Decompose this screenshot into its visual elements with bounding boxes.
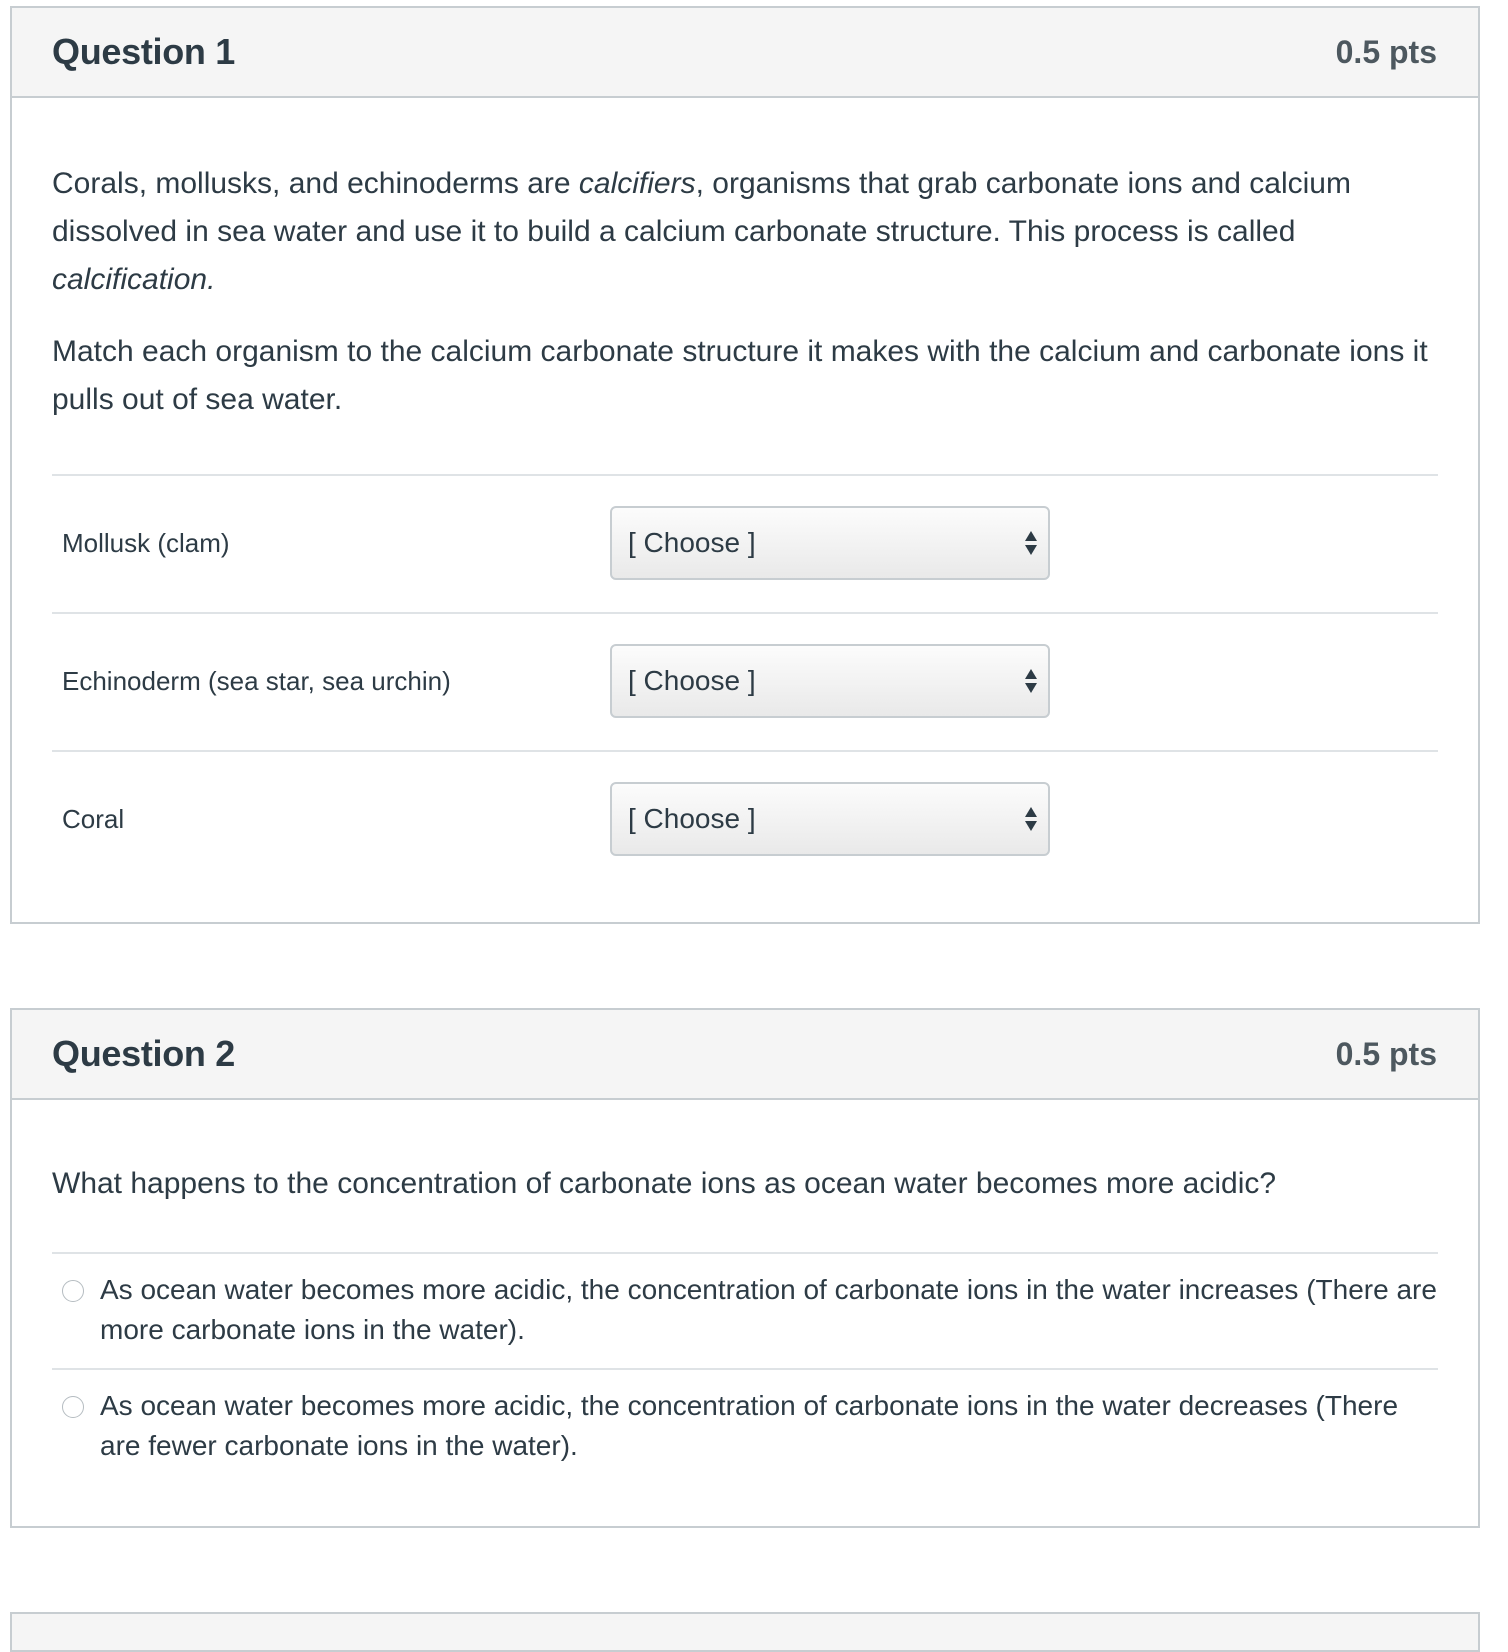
- question-2-header: [12, 1010, 1478, 1100]
- question-1-instruction: Match each organism to the calcium carbonate structure it makes with the calcium and carbonate ions it pulls out of sea water.: [52, 335, 1428, 416]
- question-2-points: 0.5 pts: [1335, 1035, 1437, 1072]
- question-2-title: Question 2: [52, 1033, 236, 1074]
- question-2-card: [10, 1008, 1480, 1528]
- select-arrows-icon: [1024, 530, 1038, 556]
- mollusk-select[interactable]: [610, 506, 1050, 580]
- question-2-body: [12, 1100, 1478, 1526]
- match-label-coral: Coral: [62, 804, 125, 834]
- divider: [52, 474, 1438, 476]
- radio-button[interactable]: [62, 1280, 84, 1302]
- question-1-intro: [52, 160, 1408, 304]
- question-1-header: [12, 8, 1478, 98]
- radio-button[interactable]: [62, 1396, 84, 1418]
- next-question-card: [10, 1612, 1480, 1652]
- question-1-title: Question 1: [52, 31, 236, 72]
- answer-option-text: As ocean water becomes more acidic, the concentration of carbonate ions in the water increases (There are more carbonate ions in the water).: [100, 1274, 1437, 1345]
- select-value: [ Choose ]: [628, 527, 756, 558]
- match-label-mollusk: Mollusk (clam): [62, 528, 230, 558]
- intro-text-2: , organisms that grab carbonate ions and calcium dissolved in sea water and use it to build a calcium carbonate structure. This process is called: [52, 167, 1351, 248]
- answer-option[interactable]: [62, 1370, 1438, 1466]
- answer-option[interactable]: [62, 1254, 1438, 1350]
- echinoderm-select[interactable]: [610, 644, 1050, 718]
- select-arrows-icon: [1024, 806, 1038, 832]
- question-1-points: 0.5 pts: [1335, 33, 1437, 70]
- question-1-card: [10, 6, 1480, 924]
- answer-option-text: As ocean water becomes more acidic, the concentration of carbonate ions in the water decreases (There are fewer carbonate ions in the water).: [100, 1390, 1399, 1461]
- intro-text-1: Corals, mollusks, and echinoderms are: [52, 167, 579, 200]
- question-2-prompt: What happens to the concentration of carbonate ions as ocean water becomes more acidic?: [52, 1167, 1277, 1200]
- divider: [52, 612, 1438, 614]
- divider: [52, 750, 1438, 752]
- select-value: [ Choose ]: [628, 803, 756, 834]
- select-arrows-icon: [1024, 668, 1038, 694]
- coral-select[interactable]: [610, 782, 1050, 856]
- intro-em-calcification: calcification.: [52, 263, 216, 296]
- select-value: [ Choose ]: [628, 665, 756, 696]
- question-1-body: [12, 98, 1478, 922]
- match-label-echinoderm: Echinoderm (sea star, sea urchin): [62, 666, 451, 696]
- intro-em-calcifiers: calcifiers: [578, 167, 696, 200]
